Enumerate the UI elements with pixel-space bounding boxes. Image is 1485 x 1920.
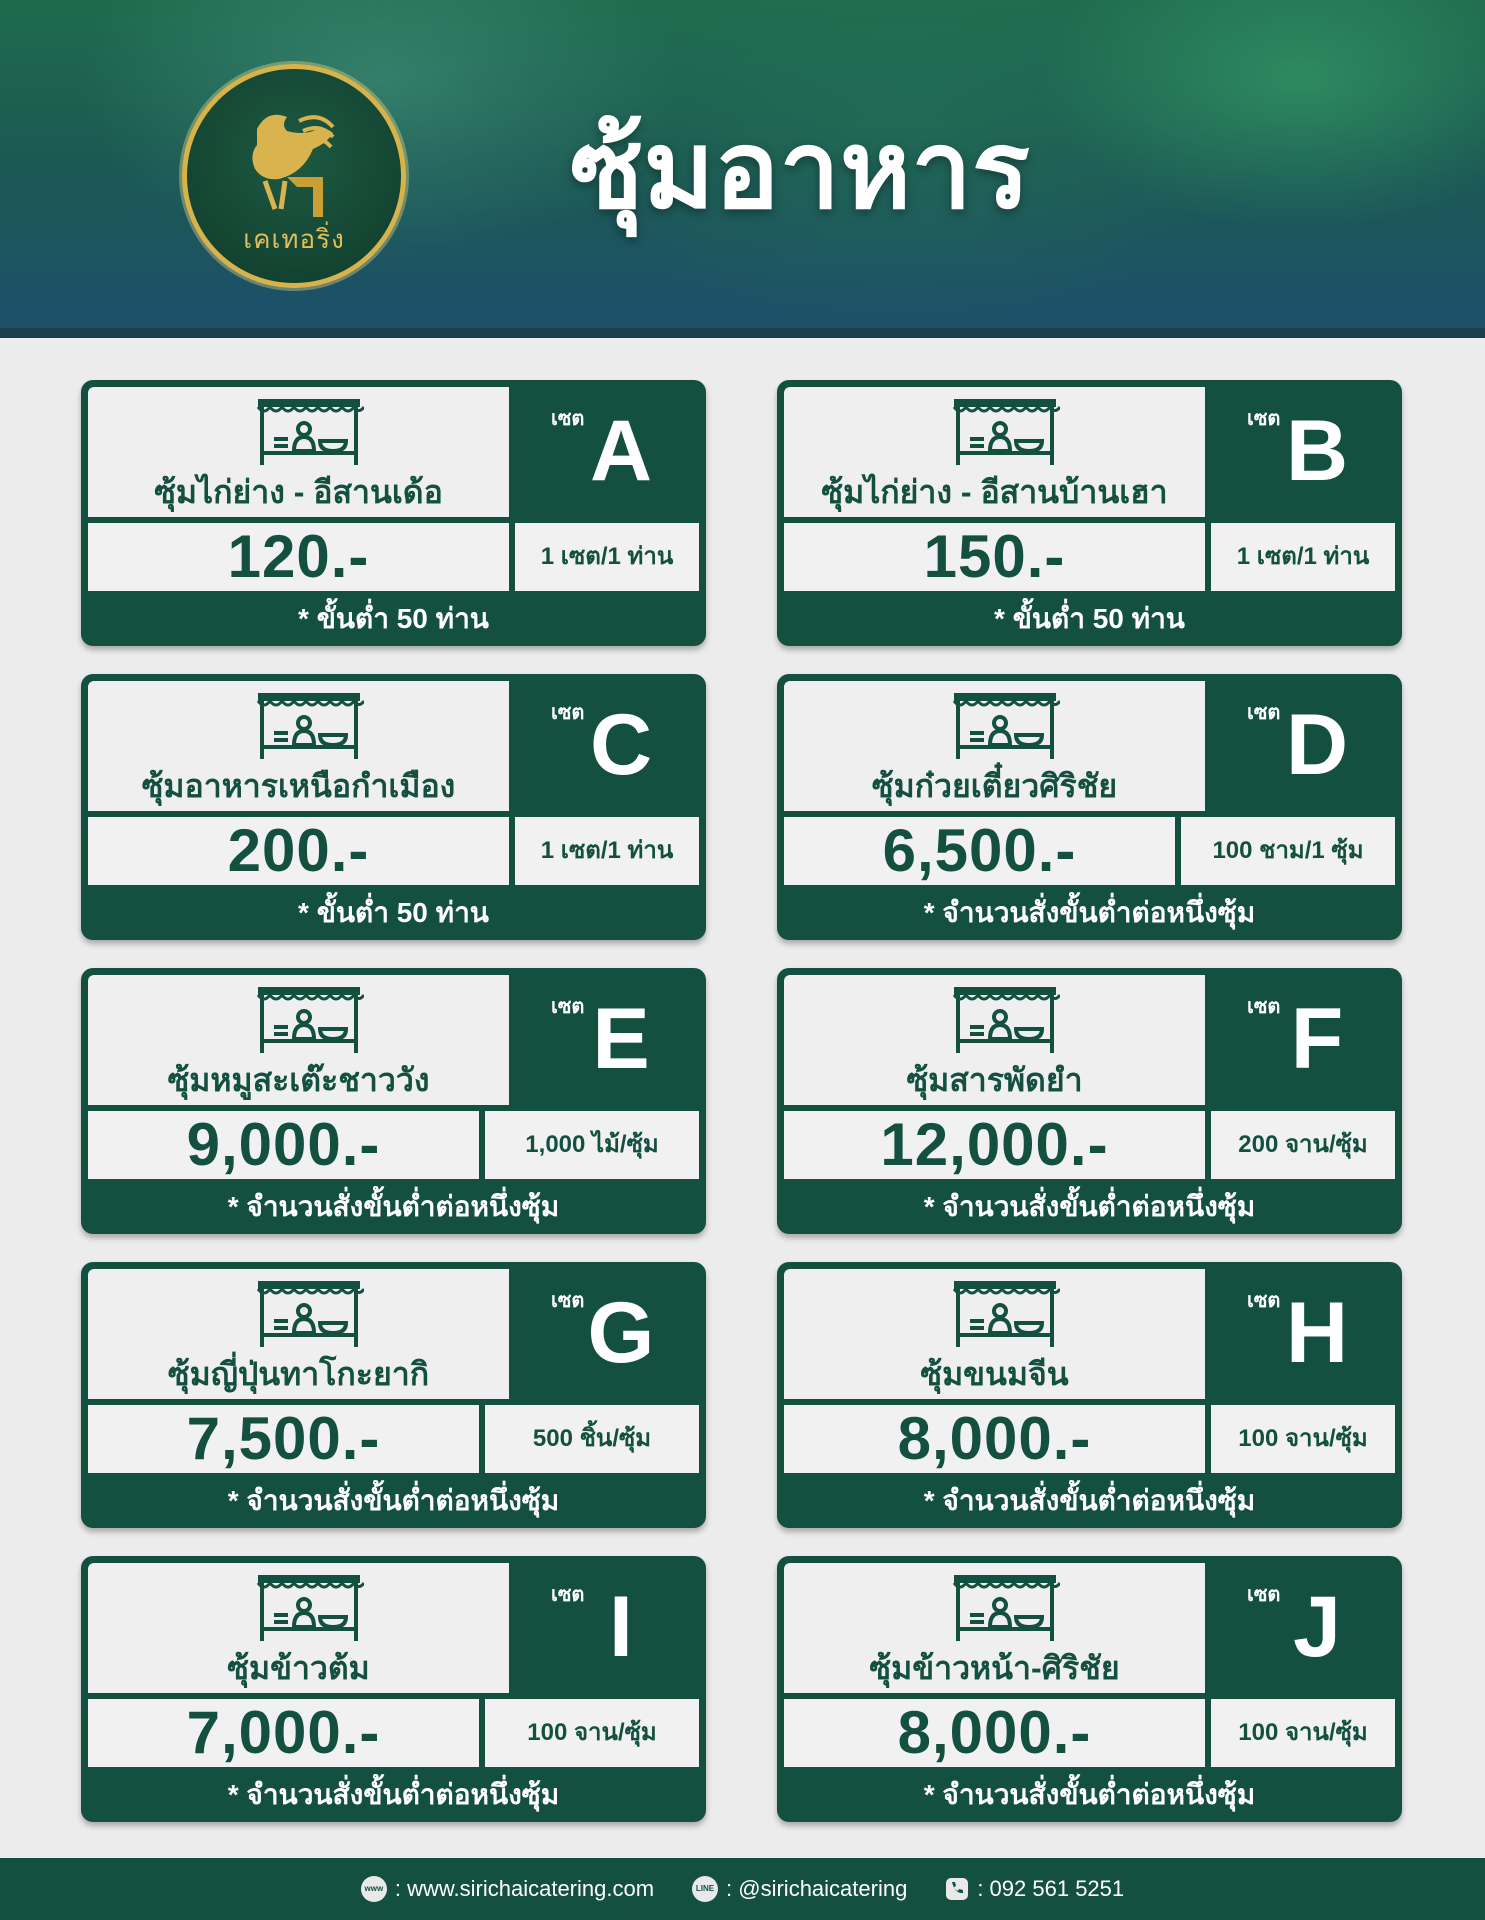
price-box [784,817,1175,885]
set-letter: I [609,1579,633,1675]
set-letter: E [592,991,650,1087]
header-banner [0,0,1485,338]
set-unit: 500 ชิ้น/ซุ้ม [532,1425,652,1452]
set-name: ซุ้มสารพัดยำ [906,1062,1083,1098]
food-set-card[interactable] [81,1262,706,1528]
unit-box [1211,1405,1395,1473]
food-booth-icon [254,689,364,761]
logo-text: เคเทอริ่ง [243,225,345,255]
set-label: เซต [551,702,585,724]
food-booth-icon [950,983,1060,1055]
price-box [88,1405,479,1473]
card-top-panel [88,387,509,517]
unit-box [1211,1111,1395,1179]
set-unit: 1 เซต/1 ท่าน [1236,543,1370,570]
set-unit: 1 เซต/1 ท่าน [540,837,674,864]
price-box [784,1699,1205,1767]
set-name: ซุ้มไก่ย่าง - อีสานเด้อ [154,474,443,510]
page-title: ซุ้มอาหาร [570,109,1030,230]
footer-website[interactable] [361,1876,654,1902]
price-box [784,523,1205,591]
minimum-note: * จำนวนสั่งขั้นต่ำต่อหนึ่งซุ้ม [923,1191,1256,1222]
set-label: เซต [1247,1584,1281,1606]
set-unit: 100 จาน/ซุ้ม [1238,1425,1368,1452]
set-price: 8,000.- [897,1699,1092,1766]
unit-box [515,523,699,591]
unit-box [1181,817,1395,885]
footer-phone[interactable] [945,1876,1124,1902]
minimum-note: * จำนวนสั่งขั้นต่ำต่อหนึ่งซุ้ม [923,897,1256,928]
food-booth-icon [950,395,1060,467]
set-letter: J [1293,1579,1341,1675]
set-unit: 100 จาน/ซุ้ม [527,1719,657,1746]
set-name: ซุ้มญี่ปุ่นทาโกะยากิ [167,1356,430,1392]
minimum-note: * จำนวนสั่งขั้นต่ำต่อหนึ่งซุ้ม [227,1779,560,1810]
food-booth-icon [254,395,364,467]
phone-icon [945,1877,969,1901]
food-booth-icon [254,1571,364,1643]
set-name: ซุ้มข้าวต้ม [227,1650,370,1686]
set-price: 7,500.- [186,1405,381,1472]
unit-box [485,1699,699,1767]
unit-box [1211,523,1395,591]
set-label: เซต [551,996,585,1018]
card-top-panel [784,681,1205,811]
card-top-panel [784,1563,1205,1693]
card-top-panel [88,1563,509,1693]
minimum-note: * ขั้นต่ำ 50 ท่าน [298,603,489,634]
price-box [88,1699,479,1767]
food-set-card[interactable] [777,968,1402,1234]
brand-logo [182,64,406,288]
phone-text: : 092 561 5251 [977,1876,1125,1901]
food-set-card[interactable] [777,674,1402,940]
set-letter: G [587,1285,655,1381]
unit-box [485,1111,699,1179]
set-letter: H [1285,1285,1349,1381]
set-name: ซุ้มไก่ย่าง - อีสานบ้านเฮา [821,474,1168,510]
footer-line[interactable] [692,1876,907,1902]
footer [0,1858,1485,1920]
food-booth-icon [254,983,364,1055]
set-price: 8,000.- [897,1405,1092,1472]
set-unit: 100 ชาม/1 ซุ้ม [1212,837,1364,864]
price-box [784,1405,1205,1473]
price-box [88,523,509,591]
minimum-note: * ขั้นต่ำ 50 ท่าน [994,603,1185,634]
set-price: 150.- [923,523,1066,590]
set-letter: F [1290,991,1344,1087]
set-name: ซุ้มก๋วยเตี๋ยวศิริชัย [871,768,1118,804]
set-label: เซต [551,1584,585,1606]
set-label: เซต [1247,702,1281,724]
food-set-card[interactable] [81,968,706,1234]
minimum-note: * จำนวนสั่งขั้นต่ำต่อหนึ่งซุ้ม [923,1485,1256,1516]
card-top-panel [784,387,1205,517]
card-top-panel [784,1269,1205,1399]
set-price: 12,000.- [880,1111,1109,1178]
food-set-card[interactable] [81,674,706,940]
set-price: 9,000.- [186,1111,381,1178]
set-label: เซต [1247,996,1281,1018]
set-name: ซุ้มหมูสะเต๊ะชาววัง [167,1062,430,1098]
price-box [784,1111,1205,1179]
set-unit: 1 เซต/1 ท่าน [540,543,674,570]
card-top-panel [88,1269,509,1399]
set-price: 7,000.- [186,1699,381,1766]
set-name: ซุ้มอาหารเหนือกำเมือง [141,768,456,804]
price-box [88,817,509,885]
set-label: เซต [551,408,585,430]
set-label: เซต [1247,408,1281,430]
set-name: ซุ้มข้าวหน้า-ศิริชัย [869,1650,1120,1686]
set-unit: 200 จาน/ซุ้ม [1238,1131,1368,1158]
website-text: : www.sirichaicatering.com [394,1876,655,1901]
minimum-note: * ขั้นต่ำ 50 ท่าน [298,897,489,928]
set-label: เซต [1247,1290,1281,1312]
food-set-card[interactable] [81,1556,706,1822]
set-letter: B [1285,403,1349,499]
line-text: : @sirichaicatering [726,1876,908,1901]
minimum-note: * จำนวนสั่งขั้นต่ำต่อหนึ่งซุ้ม [227,1191,560,1222]
food-booth-icon [950,689,1060,761]
food-set-card[interactable] [777,380,1402,646]
set-price: 200.- [227,817,370,884]
set-letter: D [1285,697,1349,793]
set-label: เซต [551,1290,585,1312]
food-set-card[interactable] [81,380,706,646]
price-box [88,1111,479,1179]
minimum-note: * จำนวนสั่งขั้นต่ำต่อหนึ่งซุ้ม [923,1779,1256,1810]
set-letter: C [589,697,653,793]
set-letter: A [589,403,653,499]
card-top-panel [784,975,1205,1105]
minimum-note: * จำนวนสั่งขั้นต่ำต่อหนึ่งซุ้ม [227,1485,560,1516]
food-set-card[interactable] [777,1262,1402,1528]
set-price: 6,500.- [882,817,1077,884]
line-icon: LINE [692,1876,718,1902]
globe-icon: www [361,1876,387,1902]
food-booth-icon [254,1277,364,1349]
food-set-card[interactable] [777,1556,1402,1822]
card-top-panel [88,681,509,811]
unit-box [1211,1699,1395,1767]
food-booth-icon [950,1571,1060,1643]
set-price: 120.- [227,523,370,590]
set-name: ซุ้มขนมจีน [920,1356,1069,1392]
unit-box [485,1405,699,1473]
card-top-panel [88,975,509,1105]
set-unit: 100 จาน/ซุ้ม [1238,1719,1368,1746]
food-booth-icon [950,1277,1060,1349]
unit-box [515,817,699,885]
set-unit: 1,000 ไม้/ซุ้ม [525,1131,659,1158]
